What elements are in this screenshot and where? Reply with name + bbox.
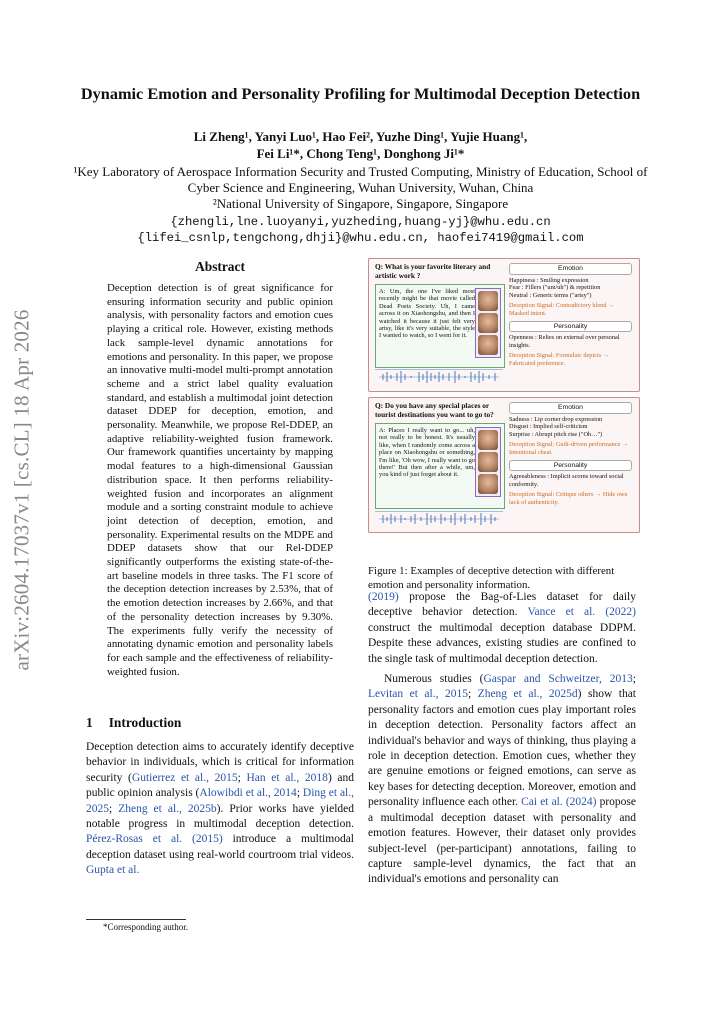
face-image xyxy=(478,313,498,333)
question-2: Q: Do you have any special places or tourist destinations you want to go to? xyxy=(375,401,494,419)
citation-link[interactable]: Gaspar and Schweitzer, 2013 xyxy=(483,673,633,686)
face-image xyxy=(478,430,498,450)
personality-header: Personality xyxy=(509,460,632,472)
abstract-body: Deception detection is of great significance for ensuring information security and public opinion analysis, with personality factors and emotion cues playing a critical role. However, existing methods lack sample-level dynamic annotations for emotions and personality. In this paper, we propose an innovative multi-model multi-prompt annotation scheme and a strict label quality evaluation standard, and establish a multimodal joint detection dataset DDEP for deception, emotion, and personality. Meanwhile, we propose Rel-DDEP, an adaptive reliability-weighted fusion framework. Our framework quantifies uncertainty by mapping modal features to a high-dimensional Gaussian distribution space. It then performs reliability-weighted fusion and incorporates an alignment module and a sorting constraint module to achieve joint detection of deception, emotion, and personality. Experimental results on the MDPE and DDEP datasets show that our Rel-DDEP significantly outperforms the existing state-of-the-art baseline models in three tasks. The F1 score of the deception detection increases by 2.53%, that of the emotion detection increases by 2.66%, and that of the personality detection increases by 9.30%. The experiments fully verify the necessity of annotating dynamic emotion and personality labels for each sample and the effectiveness of reliability-weighted fusion. xyxy=(107,282,333,678)
text-run: ). Prior works have yielded notable progress in multimodal deception detection. xyxy=(86,802,354,831)
citation-link[interactable]: Cai et al. (2024) xyxy=(521,796,597,809)
footnote-rule xyxy=(86,919,186,920)
personality-header: Personality xyxy=(509,321,632,333)
face-image xyxy=(478,291,498,311)
emotion-item: Happiness : Smiling expression xyxy=(509,276,589,284)
deception-signal: Deception Signal: Guilt-driven performance → Intentional cheat. xyxy=(509,441,629,456)
emotion-header: Emotion xyxy=(509,263,632,275)
emotion-header: Emotion xyxy=(509,402,632,414)
authors-line-1: Li Zheng¹, Yanyi Luo¹, Hao Fei², Yuzhe Ding¹, Yujie Huang¹, xyxy=(193,129,528,144)
citation-link[interactable]: (2019) xyxy=(368,591,399,603)
answer-2: A: Places I really want to go... uh, not really to be honest. It's usually like, when I randomly come across a place on Xiaohongshu or something, I'm like, 'Oh wow, I really want to go there!' But then after a while, um, you kind of just forget about it. xyxy=(379,427,475,479)
emotion-item: Sadness : Lip corner drop expression xyxy=(509,415,603,423)
citation-link[interactable]: Zheng et al., 2025b xyxy=(118,802,217,815)
paragraph: Numerous studies (Gaspar and Schweitzer, 2013; Levitan et al., 2015; Zheng et al., 2025d) show that personality factors and emotion cues play important roles in deception detection. Personality factors affect an individual's behavior and ways of thinking, thus playing a role in deception detection. Emotion cues, whether they are genuine emotions or feigned emotions, can serve as key bases for detecting deception. Moreover, emotion and personality influence each other. Cai et al. (2024) propose a multimodal deception dataset with personality and emotion features. However, their dataset only provides subject-level (per-participant) annotations, failing to capture sample-level dynamics, the fact that an individual's emotions and personality can xyxy=(368,673,636,886)
figure-caption: Figure 1: Examples of deceptive detection with different emotion and personality information. xyxy=(368,565,615,591)
paper-title: Dynamic Emotion and Personality Profiling for Multimodal Deception Detection xyxy=(80,84,641,103)
citation-link[interactable]: Alowibdi et al., 2014 xyxy=(199,787,297,800)
answer-box-1 xyxy=(375,284,505,368)
citation-link[interactable]: Han et al., 2018 xyxy=(246,771,328,784)
deception-signal: Deception Signal: Contradictory blend → Masked intent. xyxy=(509,302,615,317)
figure-panel-1 xyxy=(368,258,640,392)
deception-signal: Deception Signal: Formulaic depicts → Fabricated preference. xyxy=(509,352,610,367)
email-line-2: {lifei_csnlp,tengchong,dhji}@whu.edu.cn, haofei7419@gmail.com xyxy=(137,231,584,245)
abstract-heading: Abstract xyxy=(195,259,245,274)
affiliation-1: ¹Key Laboratory of Aerospace Information Security and Trusted Computing, Ministry of Education, School of Cyber Science and Engineering, Wuhan University, Wuhan, China xyxy=(73,164,648,195)
citation-link[interactable]: Pérez-Rosas et al. (2015) xyxy=(86,833,223,846)
answer-box-2 xyxy=(375,423,505,509)
text-run: introduce a multimodal deception dataset using real-world courtroom trial videos. xyxy=(86,833,354,861)
emotion-item: Fear : Fillers ("um/uh") & repetition xyxy=(509,284,601,292)
text-run: construct the multimodal deception database DDPM. Despite these advances, existing studies are confined to the single task of multimodal deception detection. xyxy=(368,621,636,665)
affiliations xyxy=(70,164,651,212)
right-column-body xyxy=(368,590,636,888)
section-number: 1 xyxy=(86,715,93,730)
citation-link[interactable]: Levitan et al., 2015 xyxy=(368,688,468,701)
authors-line-2: Fei Li¹*, Chong Teng¹, Donghong Ji¹* xyxy=(256,146,465,161)
arxiv-stamp xyxy=(0,280,52,700)
deception-signal: Deception Signal: Critique others → Hide own lack of authenticity. xyxy=(509,491,628,506)
text-run: ) show that personality factors and emotion cues play important roles in deception detection. Personality factors affect an individual's behavior and ways of thinking, thus playing a role in deception detection. Emotion cues, whether they are genuine emotions or feigned emotions, can serve as key bases for detecting deception. Moreover, emotion and personality influence each other. xyxy=(368,688,636,809)
face-image xyxy=(478,452,498,472)
affiliation-2: ²National University of Singapore, Singapore, Singapore xyxy=(212,196,509,211)
text-run: Numerous studies ( xyxy=(384,673,484,686)
text-run: ) and public opinion analysis ( xyxy=(86,771,355,800)
citation-link[interactable]: Vance et al. (2022) xyxy=(527,606,636,619)
emotion-item: Neutral : Generic terms ("artsy") xyxy=(509,291,592,299)
section-title: Introduction xyxy=(108,715,182,730)
emails xyxy=(70,214,651,246)
citation-link[interactable]: Gupta et al. xyxy=(86,864,140,877)
footnote: *Corresponding author. xyxy=(103,922,188,932)
text-run: propose a multimodal deception dataset with personality and emotion features. However, their dataset only provides subject-level (per-participant) annotations, failing to capture sample-level dynamics, the fact that an individual's emotions and personality can xyxy=(368,796,636,886)
face-image xyxy=(478,474,498,494)
paragraph xyxy=(368,590,636,667)
emotion-item: Surprise : Abrupt pitch rise ("Oh…") xyxy=(509,430,603,438)
citation-link[interactable]: Zheng et al., 2025d xyxy=(477,688,578,701)
personality-item: Openness : Relies on external over personal insights. xyxy=(509,334,620,349)
arxiv-id: arXiv:2604.17037v1 [cs.CL] 18 Apr 2026 xyxy=(9,309,34,671)
emotion-item: Disgust : Implied self-criticism xyxy=(509,423,588,431)
figure-panel-2 xyxy=(368,397,640,533)
waveform-icon xyxy=(375,512,503,526)
section-heading-introduction xyxy=(86,715,181,731)
citation-link[interactable]: Gutierrez et al., 2015 xyxy=(131,771,238,784)
audio-waveform-2 xyxy=(375,511,503,526)
answer-1: A: Um, the one I've liked most recently might be that movie called Dead Poets Society. Uh, I came across it on Xiaohongshu, and then I watched it because it just felt very artsy, like it's very suitable, the style I wanted to watch, so I went for it. xyxy=(379,288,475,340)
question-1: Q: What is your favorite literary and artistic work ? xyxy=(375,262,491,280)
face-image xyxy=(478,335,498,355)
email-line-1: {zhengli,lne.luoyanyi,yuzheding,huang-yj}@whu.edu.cn xyxy=(170,215,551,229)
personality-item: Agreeableness : Implicit scorns toward social conformity. xyxy=(509,473,624,488)
text-run: propose the Bag-of-Lies dataset for daily deceptive behavior detection. xyxy=(368,591,636,619)
audio-waveform-1 xyxy=(375,369,503,384)
analysis-column-2 xyxy=(509,402,632,507)
citation-link[interactable]: Ding et al., 2025 xyxy=(86,787,354,815)
text-run: Deception detection aims to accurately identify deceptive behavior in individuals, which is critical for information security ( xyxy=(86,741,354,784)
author-list xyxy=(70,128,651,162)
face-frames-2 xyxy=(475,427,501,497)
introduction-paragraph: Deception detection aims to accurately identify deceptive behavior in individuals, which is critical for information security (Gutierrez et al., 2015; Han et al., 2018) and public opinion analysis (Alowibdi et al., 2014; Ding et al., 2025; Zheng et al., 2025b). Prior works have yielded notable progress in multimodal deception detection. Pérez-Rosas et al. (2015) introduce a multimodal deception dataset using real-world courtroom trial videos. Gupta et al. xyxy=(86,741,355,877)
face-frames-1 xyxy=(475,288,501,358)
analysis-column-1 xyxy=(509,263,632,368)
waveform-icon xyxy=(375,370,503,384)
